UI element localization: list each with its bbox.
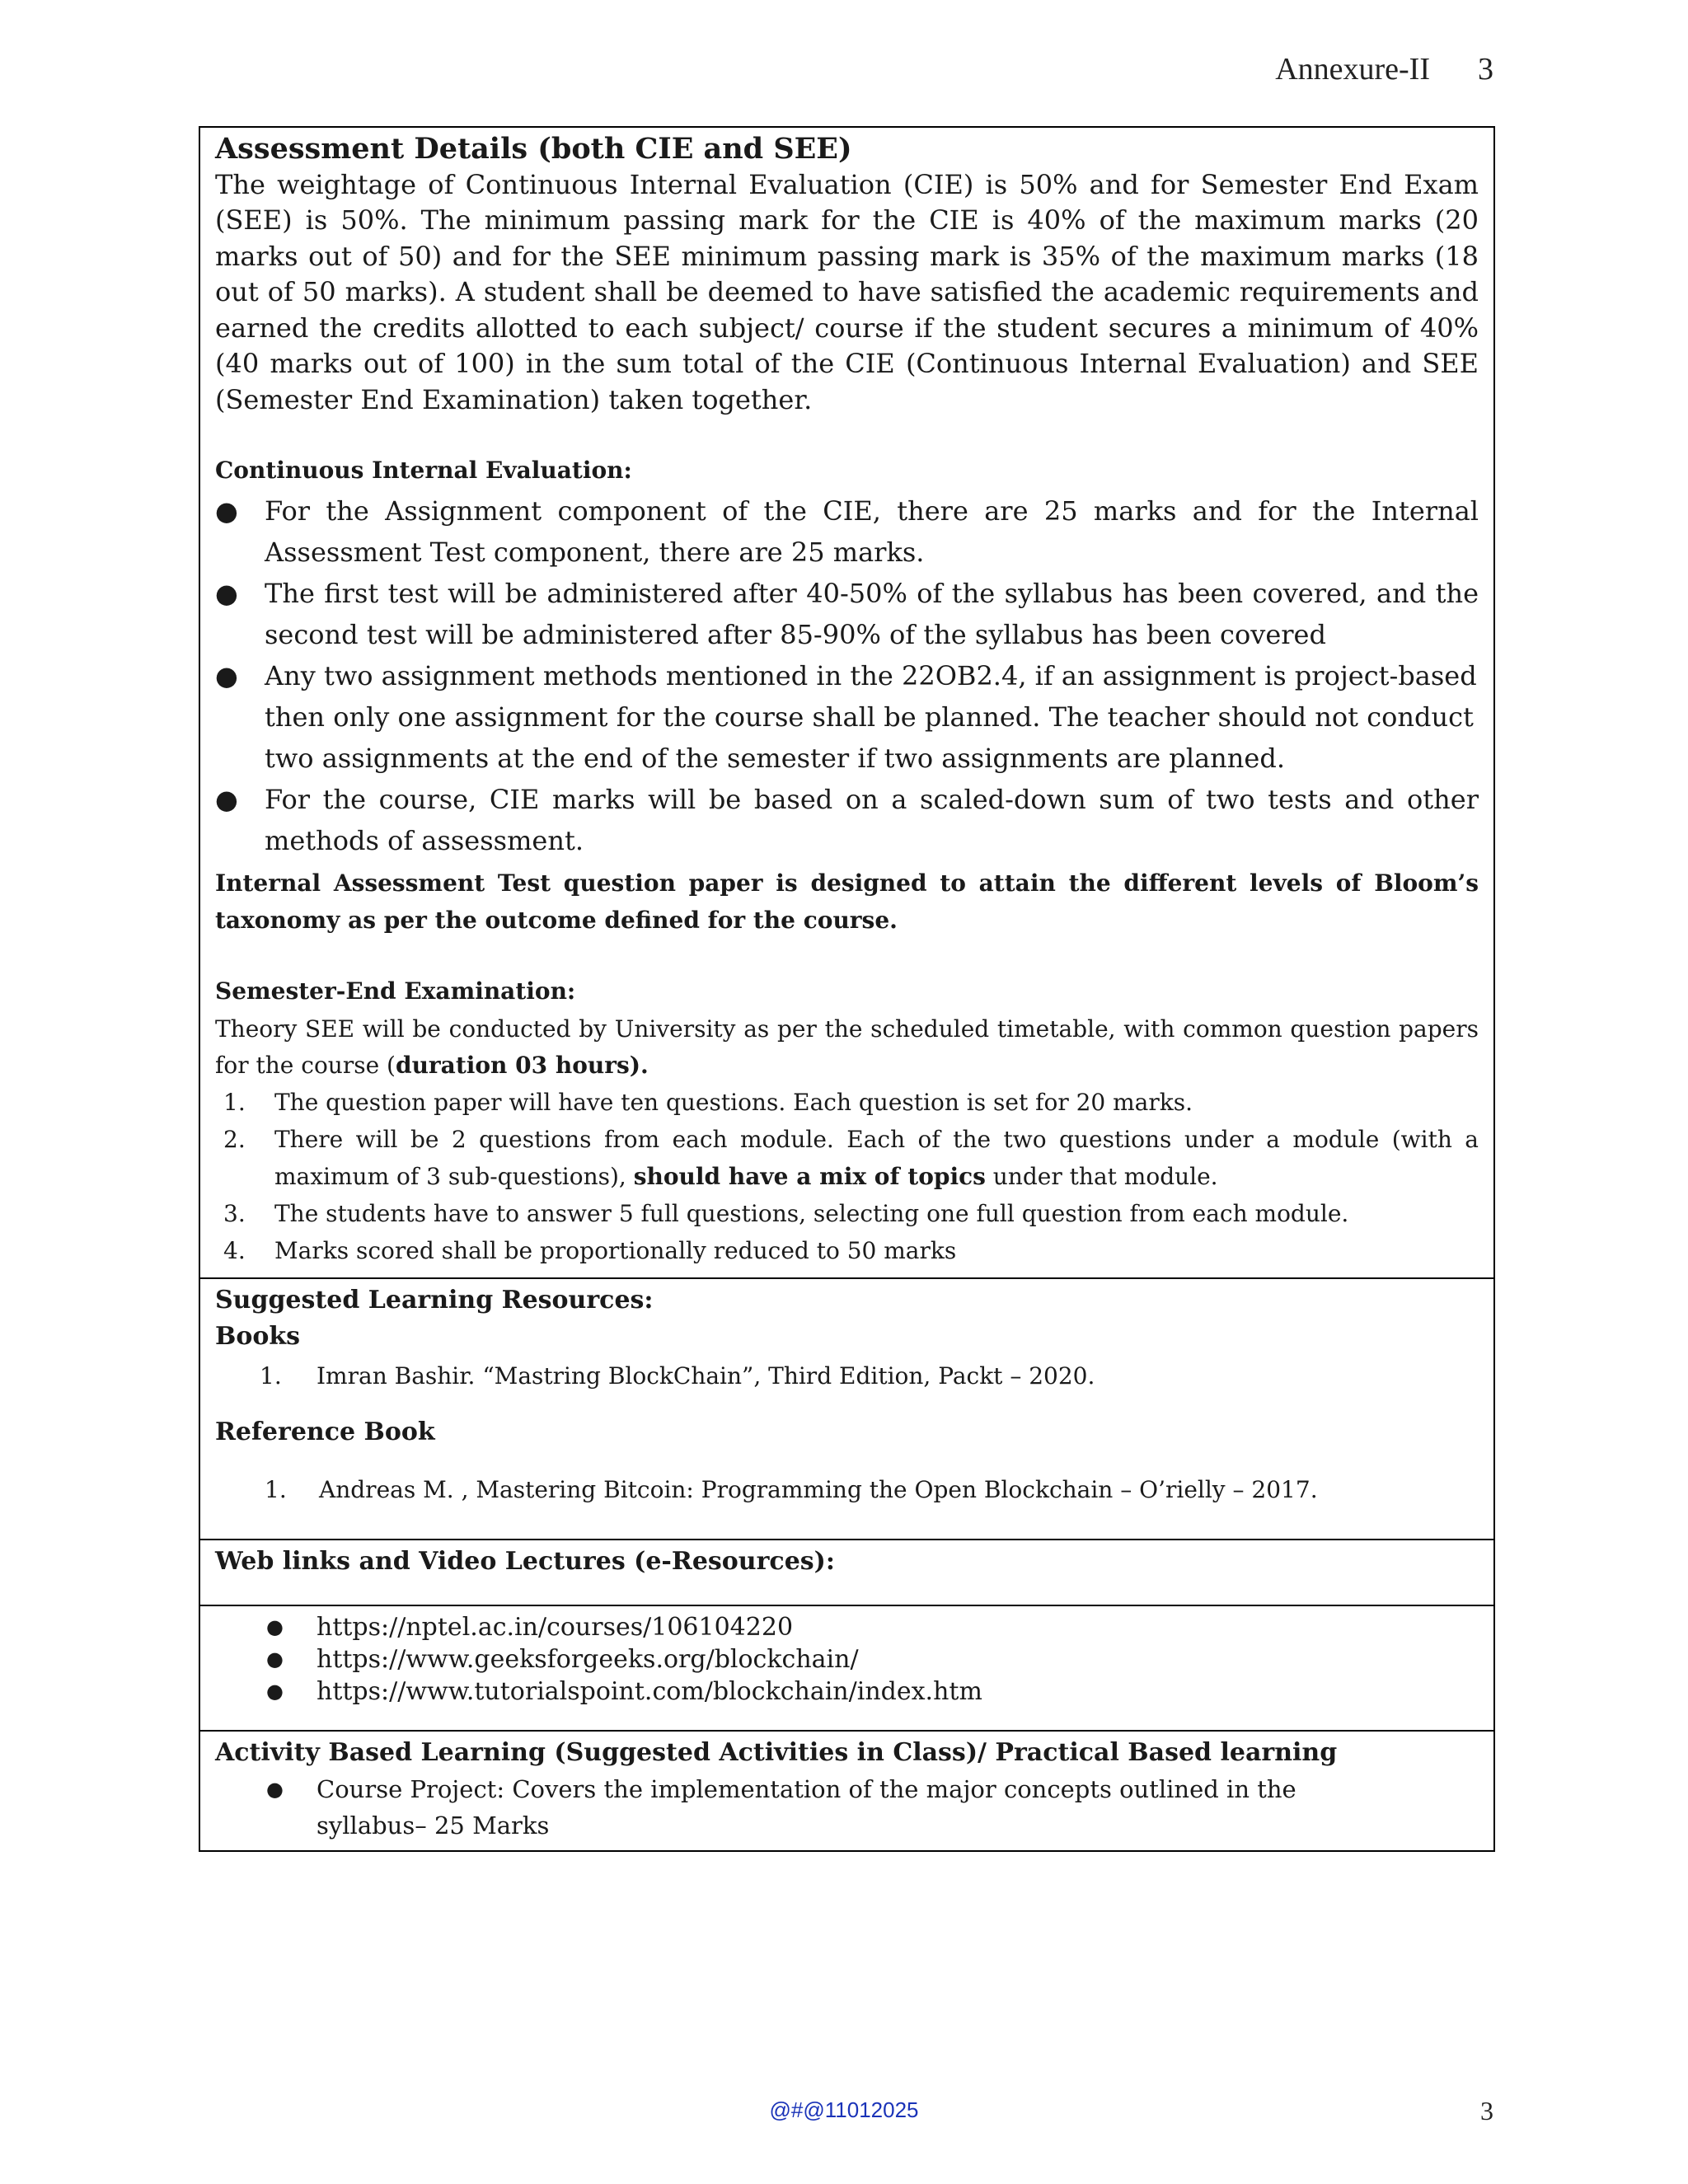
see-intro [215,1011,1479,1084]
assessment-intro: The weightage of Continuous Internal Evaluation (CIE) is 50% and for Semester End Exam (SEE) is 50%. The minimum passing mark for the CIE is 40% of the maximum marks (20 marks out of 50) and for the SEE minimum passing mark is 35% of the maximum marks (18 out of 50 marks). A student shall be deemed to have satisfied the academic requirements and earned the credits allotted to each subject/ course if the student secures a minimum of 40% (40 marks out of 100) in the sum total of the CIE (Continuous Internal Evaluation) and SEE (Semester End Examination) taken together. [215,168,1479,415]
list-item [215,1195,1479,1232]
list-item [215,779,1479,861]
item-number: 1. [265,1476,287,1504]
header-page-number: 3 [1478,52,1493,87]
weblinks-heading: Web links and Video Lectures (e-Resources): [215,1547,835,1577]
see-item-text: There will be 2 questions from each module. Each of the two questions under a module (with a maximum of 3 sub-questions), [274,1126,1479,1191]
see-list [215,1084,1479,1269]
cie-item-text: For the course, CIE marks will be based on a scaled-down sum of two tests and other methods of assessment. [265,784,1479,857]
cie-heading: Continuous Internal Evaluation: [215,457,632,485]
weblinks-heading-cell [199,1540,1494,1605]
assessment-row [199,127,1494,1278]
reference-item [215,1472,1479,1508]
weblinks-heading-row [199,1540,1494,1605]
activity-cell [199,1731,1494,1851]
list-item [215,1084,1479,1121]
cie-list [215,490,1479,861]
weblinks-list [215,1606,1479,1727]
list-item [215,1232,1479,1269]
book-item [215,1358,1479,1394]
books-heading: Books [215,1322,301,1352]
cie-note: Internal Assessment Test question paper is designed to attain the different levels of Bloom’s taxonomy as per the outcome defined for the course. [215,869,1479,935]
activity-item-text: Course Project: Covers the implementation of the major concepts outlined in the syllabus– 25 Marks [316,1775,1296,1840]
bullet-icon: ● [215,578,238,610]
resources-heading: Suggested Learning Resources: [215,1286,654,1315]
footer-stamp: @#@11012025 [769,2097,919,2122]
list-item [215,490,1479,573]
cie-item-text: The first test will be administered after 40-50% of the syllabus has been covered, and the second test will be administered after 85-90% of the syllabus has been covered [265,578,1479,651]
list-item [215,655,1479,779]
activity-heading: Activity Based Learning (Suggested Activities in Class)/ Practical Based learning [215,1738,1338,1768]
see-duration: duration 03 hours). [395,1052,649,1080]
reference-heading: Reference Book [215,1418,435,1447]
activity-row [199,1731,1494,1851]
bullet-icon: ● [266,1647,284,1671]
weblinks-cell [199,1605,1494,1731]
weblink-geeksforgeeks[interactable]: https://www.geeksforgeeks.org/blockchain/ [316,1645,859,1675]
bullet-icon: ● [215,784,238,816]
weblinks-row [199,1605,1494,1731]
weblink-tutorialspoint[interactable]: https://www.tutorialspoint.com/blockchain/index.htm [316,1677,982,1707]
bullet-icon: ● [215,495,238,527]
bullet-icon: ● [266,1615,284,1639]
list-item [215,1771,1479,1844]
activity-list [215,1771,1479,1850]
weblink-nptel[interactable]: https://nptel.ac.in/courses/106104220 [316,1613,794,1643]
item-number: 1. [223,1089,246,1117]
list-item [215,573,1479,655]
see-item-bold: should have a mix of topics [633,1163,986,1191]
see-item-text: The students have to answer 5 full questions, selecting one full question from each module. [274,1200,1349,1228]
weblink-item[interactable] [215,1675,1479,1708]
list-item [215,1121,1479,1195]
cie-item-text: Any two assignment methods mentioned in the 22OB2.4, if an assignment is project-based then only one assignment for the course shall be planned. The teacher should not conduct two assignments at the end of the semester if two assignments are planned. [265,660,1477,775]
book-text: Imran Bashir. “Mastring BlockChain”, Third Edition, Packt – 2020. [316,1362,1095,1390]
annexure-label: Annexure-II [1275,52,1430,87]
footer-page-number: 3 [1480,2096,1493,2125]
weblink-item[interactable] [215,1611,1479,1643]
see-item-text: The question paper will have ten questions. Each question is set for 20 marks. [274,1089,1193,1117]
item-number: 4. [223,1237,246,1265]
resources-cell [199,1278,1494,1540]
item-number: 2. [223,1126,246,1154]
bullet-icon: ● [266,1778,284,1802]
assessment-title: Assessment Details (both CIE and SEE) [215,132,852,166]
syllabus-table [199,126,1495,1852]
page-header [1275,51,1493,87]
cie-item-text: For the Assignment component of the CIE, there are 25 marks and for the Internal Assessment Test component, there are 25 marks. [265,495,1479,569]
item-number: 3. [223,1200,246,1228]
see-item-suffix: under that module. [985,1163,1218,1191]
see-item-text: Marks scored shall be proportionally reduced to 50 marks [274,1237,957,1265]
assessment-cell [199,127,1494,1278]
see-heading: Semester-End Examination: [215,977,576,1005]
bullet-icon: ● [215,660,238,692]
bullet-icon: ● [266,1680,284,1704]
see-intro-text: Theory SEE will be conducted by University as per the scheduled timetable, with common question papers for the course ( [215,1015,1479,1080]
weblink-item[interactable] [215,1643,1479,1675]
item-number: 1. [260,1362,282,1390]
resources-row [199,1278,1494,1540]
reference-text: Andreas M. , Mastering Bitcoin: Programming the Open Blockchain – O’rielly – 2017. [319,1476,1318,1504]
